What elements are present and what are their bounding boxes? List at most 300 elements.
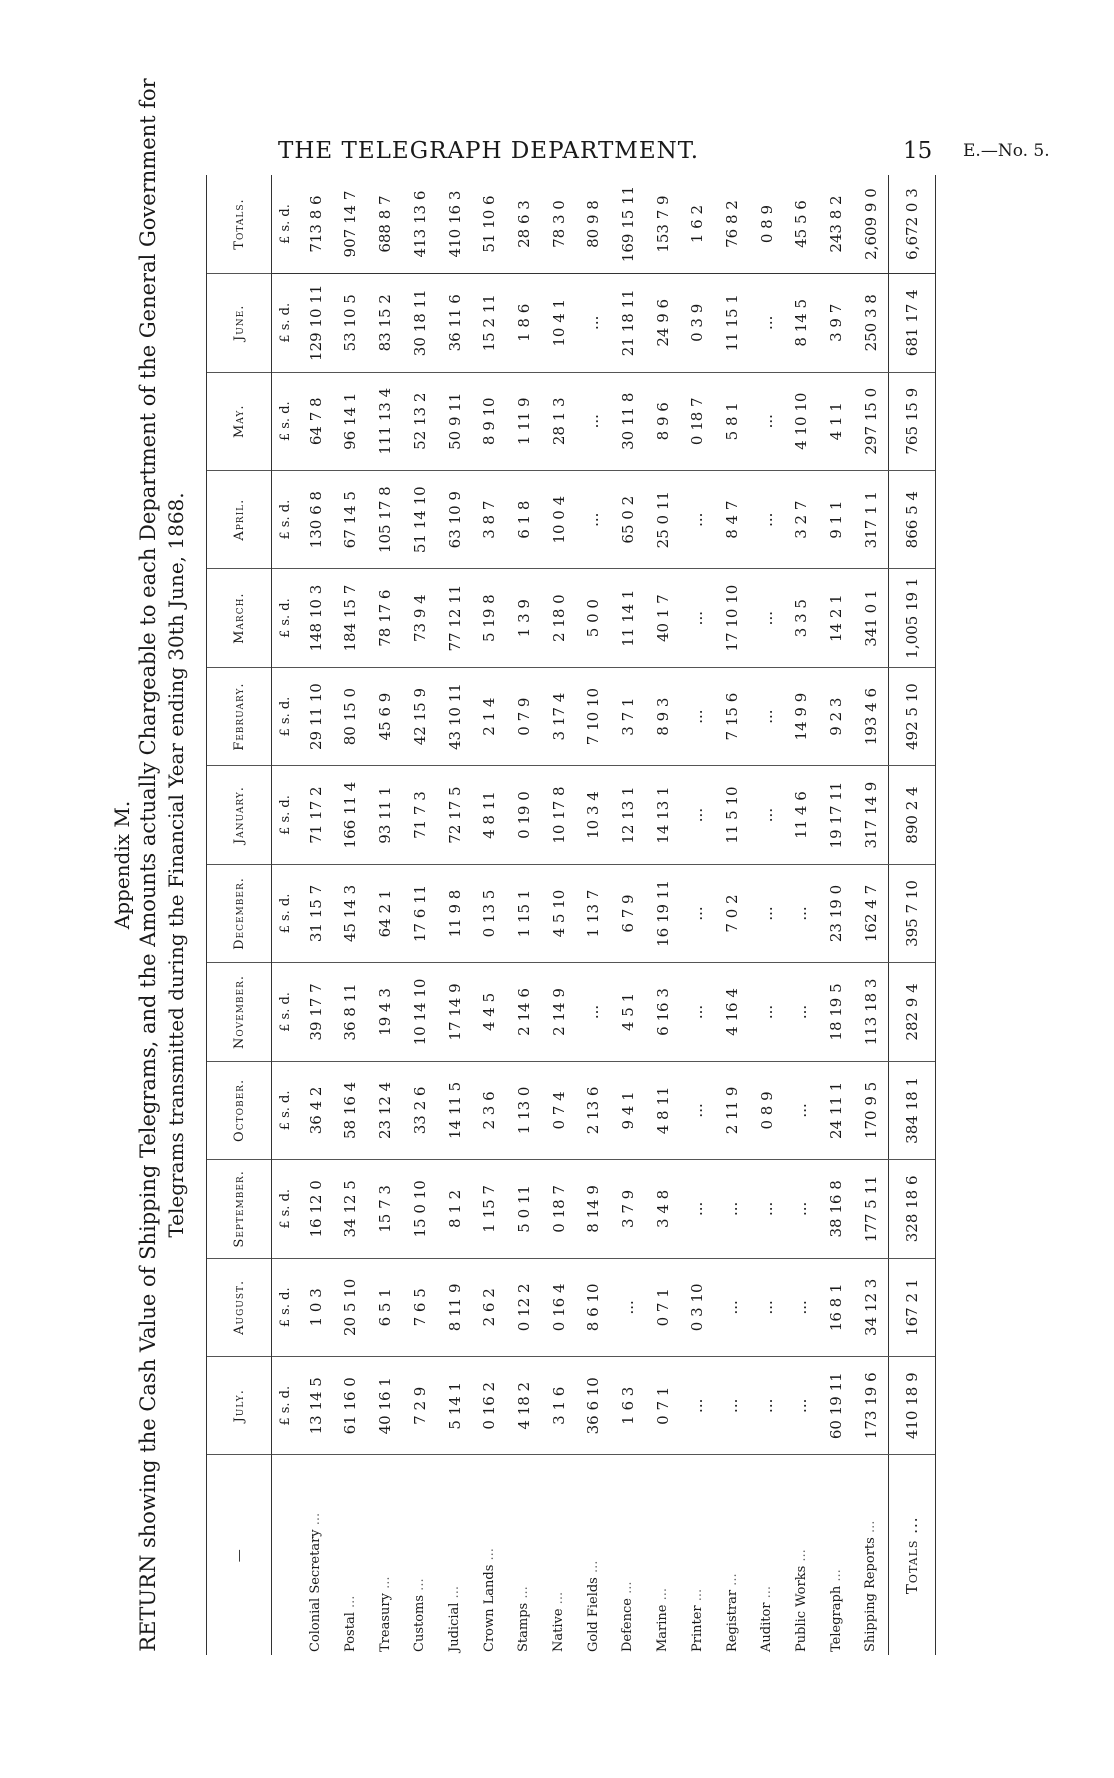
amount-cell: 129 10 11 xyxy=(298,274,333,372)
units-cell: £ s. d. xyxy=(272,1160,299,1258)
amount-cell: 51 10 6 xyxy=(472,175,507,274)
department-name: Gold Fields xyxy=(585,1577,601,1652)
amount-cell: 45 6 9 xyxy=(368,667,403,765)
amount-cell: 1 13 0 xyxy=(507,1061,542,1159)
units-cell: £ s. d. xyxy=(272,963,299,1061)
amount-cell: 36 11 6 xyxy=(437,274,472,372)
amount-cell: 50 9 11 xyxy=(437,372,472,470)
amount-cell: ... xyxy=(576,963,611,1061)
amount-cell: 77 12 11 xyxy=(437,569,472,667)
column-header: November. xyxy=(207,963,272,1061)
department-cell xyxy=(576,1455,611,1655)
amount-cell: 2 11 9 xyxy=(715,1061,750,1159)
department-cell xyxy=(437,1455,472,1655)
amount-cell: 34 12 3 xyxy=(853,1258,888,1356)
amount-cell: 83 15 2 xyxy=(368,274,403,372)
table-row xyxy=(715,175,750,1655)
department-name: Crown Lands xyxy=(481,1564,497,1652)
column-header: January. xyxy=(207,766,272,864)
amount-cell: 10 0 4 xyxy=(541,470,576,568)
amount-cell: ... xyxy=(680,864,715,962)
table-row xyxy=(749,175,784,1655)
leader-dots: ... xyxy=(308,1512,324,1526)
amount-cell: 111 13 4 xyxy=(368,372,403,470)
amount-cell: ... xyxy=(680,1061,715,1159)
leader-dots: ... xyxy=(516,1586,532,1599)
amount-cell: 63 10 9 xyxy=(437,470,472,568)
amount-cell: 11 5 10 xyxy=(715,766,750,864)
amount-cell: 8 14 5 xyxy=(784,274,819,372)
amount-cell: 30 18 11 xyxy=(402,274,437,372)
amount-cell: 297 15 0 xyxy=(853,372,888,470)
leader-dots: ... xyxy=(903,1516,922,1534)
total-cell: 1,005 19 1 xyxy=(889,569,936,667)
leader-dots: ... xyxy=(793,1549,809,1562)
amount-cell: ... xyxy=(749,470,784,568)
amount-cell: 16 12 0 xyxy=(298,1160,333,1258)
amount-cell: 1 15 1 xyxy=(507,864,542,962)
amount-cell: 21 18 11 xyxy=(611,274,646,372)
leader-dots: ... xyxy=(655,1587,671,1601)
department-cell xyxy=(645,1455,680,1655)
amount-cell: 29 11 10 xyxy=(298,667,333,765)
amount-cell: 71 7 3 xyxy=(402,766,437,864)
amount-cell: 14 11 5 xyxy=(437,1061,472,1159)
amount-cell: 1 6 2 xyxy=(680,175,715,274)
amount-cell: ... xyxy=(784,1357,819,1455)
amount-cell: 0 7 1 xyxy=(645,1357,680,1455)
amount-cell: 4 5 10 xyxy=(541,864,576,962)
units-cell: £ s. d. xyxy=(272,667,299,765)
amount-cell: 713 8 6 xyxy=(298,175,333,274)
amount-cell: 11 9 8 xyxy=(437,864,472,962)
return-table xyxy=(206,175,936,1655)
amount-cell: 10 3 4 xyxy=(576,766,611,864)
amount-cell: 5 0 0 xyxy=(576,569,611,667)
amount-cell: 193 4 6 xyxy=(853,667,888,765)
units-row xyxy=(272,175,299,1655)
department-cell xyxy=(333,1455,368,1655)
department-name: Marine xyxy=(655,1604,671,1652)
department-cell xyxy=(298,1455,333,1655)
department-name: Colonial Secretary xyxy=(308,1529,324,1652)
amount-cell: 105 17 8 xyxy=(368,470,403,568)
amount-cell: ... xyxy=(715,1357,750,1455)
amount-cell: 413 13 6 xyxy=(402,175,437,274)
amount-cell: 7 15 6 xyxy=(715,667,750,765)
amount-cell: 4 1 1 xyxy=(819,372,854,470)
amount-cell: 64 2 1 xyxy=(368,864,403,962)
amount-cell: 3 9 7 xyxy=(819,274,854,372)
amount-cell: 341 0 1 xyxy=(853,569,888,667)
amount-cell: 25 0 11 xyxy=(645,470,680,568)
amount-cell: 4 8 11 xyxy=(645,1061,680,1159)
department-name: Public Works xyxy=(793,1565,809,1652)
amount-cell: 0 8 9 xyxy=(749,175,784,274)
amount-cell: 9 2 3 xyxy=(819,667,854,765)
amount-cell: 10 17 8 xyxy=(541,766,576,864)
total-cell: 395 7 10 xyxy=(889,864,936,962)
units-cell: £ s. d. xyxy=(272,175,299,274)
column-header: August. xyxy=(207,1258,272,1356)
units-cell: £ s. d. xyxy=(272,470,299,568)
amount-cell: 0 16 4 xyxy=(541,1258,576,1356)
amount-cell: 19 17 11 xyxy=(819,766,854,864)
amount-cell: 78 3 0 xyxy=(541,175,576,274)
amount-cell: 3 7 9 xyxy=(611,1160,646,1258)
amount-cell: 14 13 1 xyxy=(645,766,680,864)
amount-cell: 2 14 6 xyxy=(507,963,542,1061)
amount-cell: ... xyxy=(715,1160,750,1258)
amount-cell: ... xyxy=(611,1258,646,1356)
amount-cell: ... xyxy=(749,864,784,962)
column-header: March. xyxy=(207,569,272,667)
amount-cell: 173 19 6 xyxy=(853,1357,888,1455)
amount-cell: 36 8 11 xyxy=(333,963,368,1061)
table-row xyxy=(402,175,437,1655)
amount-cell: 12 13 1 xyxy=(611,766,646,864)
amount-cell: 96 14 1 xyxy=(333,372,368,470)
amount-cell: 162 4 7 xyxy=(853,864,888,962)
units-cell: £ s. d. xyxy=(272,569,299,667)
leader-dots: ... xyxy=(377,1576,393,1589)
amount-cell: 8 11 9 xyxy=(437,1258,472,1356)
amount-cell: 28 1 3 xyxy=(541,372,576,470)
amount-cell: 13 14 5 xyxy=(298,1357,333,1455)
table-row xyxy=(680,175,715,1655)
amount-cell: 11 15 1 xyxy=(715,274,750,372)
amount-cell: 71 17 2 xyxy=(298,766,333,864)
amount-cell: 78 17 6 xyxy=(368,569,403,667)
amount-cell: ... xyxy=(784,864,819,962)
table-row xyxy=(437,175,472,1655)
amount-cell: 5 0 11 xyxy=(507,1160,542,1258)
corner-header: — xyxy=(207,1455,272,1655)
amount-cell: 5 14 1 xyxy=(437,1357,472,1455)
column-header: February. xyxy=(207,667,272,765)
leader-dots: ... xyxy=(481,1548,497,1561)
department-name: Postal xyxy=(342,1612,358,1652)
amount-cell: 45 5 6 xyxy=(784,175,819,274)
totals-row xyxy=(889,175,936,1655)
amount-cell: 2 18 0 xyxy=(541,569,576,667)
amount-cell: ... xyxy=(680,766,715,864)
amount-cell: 410 16 3 xyxy=(437,175,472,274)
amount-cell: 3 3 5 xyxy=(784,569,819,667)
amount-cell: 17 6 11 xyxy=(402,864,437,962)
department-name: Stamps xyxy=(516,1602,532,1652)
amount-cell: 36 4 2 xyxy=(298,1061,333,1159)
amount-cell: ... xyxy=(680,1160,715,1258)
amount-cell: 4 5 1 xyxy=(611,963,646,1061)
amount-cell: 0 3 9 xyxy=(680,274,715,372)
leader-dots: ... xyxy=(689,1588,705,1602)
amount-cell: 16 8 1 xyxy=(819,1258,854,1356)
amount-cell: ... xyxy=(576,274,611,372)
department-name: Defence xyxy=(620,1598,636,1652)
column-header: September. xyxy=(207,1160,272,1258)
leader-dots: ... xyxy=(620,1581,636,1594)
total-cell: 866 5 4 xyxy=(889,470,936,568)
department-name: Native xyxy=(551,1608,567,1652)
amount-cell: 5 8 1 xyxy=(715,372,750,470)
amount-cell: 6 16 3 xyxy=(645,963,680,1061)
amount-cell: 15 7 3 xyxy=(368,1160,403,1258)
amount-cell: 23 19 0 xyxy=(819,864,854,962)
amount-cell: 15 2 11 xyxy=(472,274,507,372)
department-name: Registrar xyxy=(724,1589,740,1652)
department-cell xyxy=(784,1455,819,1655)
amount-cell: 19 4 3 xyxy=(368,963,403,1061)
column-header: July. xyxy=(207,1357,272,1455)
amount-cell: 0 3 10 xyxy=(680,1258,715,1356)
total-cell: 384 18 1 xyxy=(889,1061,936,1159)
amount-cell: 1 6 3 xyxy=(611,1357,646,1455)
units-cell: £ s. d. xyxy=(272,274,299,372)
amount-cell: 38 16 8 xyxy=(819,1160,854,1258)
column-header: December. xyxy=(207,864,272,962)
amount-cell: 2 13 6 xyxy=(576,1061,611,1159)
units-cell: £ s. d. xyxy=(272,372,299,470)
table-row xyxy=(507,175,542,1655)
total-cell: 765 15 9 xyxy=(889,372,936,470)
department-cell xyxy=(402,1455,437,1655)
amount-cell: 23 12 4 xyxy=(368,1061,403,1159)
amount-cell: 43 10 11 xyxy=(437,667,472,765)
amount-cell: 14 2 1 xyxy=(819,569,854,667)
amount-cell: 250 3 8 xyxy=(853,274,888,372)
department-cell xyxy=(507,1455,542,1655)
amount-cell: 8 6 10 xyxy=(576,1258,611,1356)
amount-cell: ... xyxy=(784,1160,819,1258)
total-cell: 6,672 0 3 xyxy=(889,175,936,274)
column-header: Totals. xyxy=(207,175,272,274)
amount-cell: 3 17 4 xyxy=(541,667,576,765)
caption-line-1: RETURN showing the Cash Value of Shipping Telegrams, and the Amounts actually Chargeable to each Department of the General Government for xyxy=(136,78,160,1652)
amount-cell: 0 16 2 xyxy=(472,1357,507,1455)
leader-dots: ... xyxy=(447,1586,462,1599)
amount-cell: 3 4 8 xyxy=(645,1160,680,1258)
amount-cell: 45 14 3 xyxy=(333,864,368,962)
amount-cell: 148 10 3 xyxy=(298,569,333,667)
amount-cell: 52 13 2 xyxy=(402,372,437,470)
amount-cell: 1 0 3 xyxy=(298,1258,333,1356)
amount-cell: 113 18 3 xyxy=(853,963,888,1061)
amount-cell: ... xyxy=(680,1357,715,1455)
table-row xyxy=(576,175,611,1655)
amount-cell: 76 8 2 xyxy=(715,175,750,274)
amount-cell: 1 8 6 xyxy=(507,274,542,372)
amount-cell: 80 9 8 xyxy=(576,175,611,274)
amount-cell: 31 15 7 xyxy=(298,864,333,962)
department-name: Treasury xyxy=(377,1593,393,1652)
department-cell xyxy=(749,1455,784,1655)
amount-cell: 6 5 1 xyxy=(368,1258,403,1356)
department-name: Printer xyxy=(689,1605,705,1652)
amount-cell: ... xyxy=(749,569,784,667)
amount-cell: ... xyxy=(680,667,715,765)
amount-cell: ... xyxy=(680,470,715,568)
table-row xyxy=(541,175,576,1655)
caption-line-2: Telegrams transmitted during the Financial Year ending 30th June, 1868. xyxy=(164,492,188,1238)
amount-cell: 8 14 9 xyxy=(576,1160,611,1258)
department-cell xyxy=(541,1455,576,1655)
total-cell: 282 9 4 xyxy=(889,963,936,1061)
leader-dots: ... xyxy=(863,1520,879,1534)
amount-cell: 58 16 4 xyxy=(333,1061,368,1159)
amount-cell: 93 11 1 xyxy=(368,766,403,864)
amount-cell: 72 17 5 xyxy=(437,766,472,864)
units-spacer xyxy=(272,1455,299,1655)
department-cell xyxy=(715,1455,750,1655)
amount-cell: 9 4 1 xyxy=(611,1061,646,1159)
amount-cell: ... xyxy=(784,1061,819,1159)
amount-cell: 2 3 6 xyxy=(472,1061,507,1159)
amount-cell: 5 19 8 xyxy=(472,569,507,667)
amount-cell: 170 9 5 xyxy=(853,1061,888,1159)
leader-dots: ... xyxy=(828,1569,844,1582)
amount-cell: 153 7 9 xyxy=(645,175,680,274)
units-cell: £ s. d. xyxy=(272,766,299,864)
column-header-row xyxy=(207,175,272,1655)
appendix-label: Appendix M. xyxy=(110,800,134,930)
amount-cell: 73 9 4 xyxy=(402,569,437,667)
amount-cell: 2 1 4 xyxy=(472,667,507,765)
amount-cell: ... xyxy=(715,1258,750,1356)
amount-cell: 7 10 10 xyxy=(576,667,611,765)
department-name: Auditor xyxy=(759,1602,775,1652)
amount-cell: 60 19 11 xyxy=(819,1357,854,1455)
amount-cell: ... xyxy=(784,963,819,1061)
amount-cell: ... xyxy=(749,667,784,765)
amount-cell: 6 1 8 xyxy=(507,470,542,568)
amount-cell: 65 0 2 xyxy=(611,470,646,568)
department-name: Shipping Reports xyxy=(863,1537,879,1652)
department-cell xyxy=(680,1455,715,1655)
amount-cell: 3 8 7 xyxy=(472,470,507,568)
table-row xyxy=(611,175,646,1655)
amount-cell: 11 4 6 xyxy=(784,766,819,864)
running-title: THE TELEGRAPH DEPARTMENT. xyxy=(278,138,700,164)
amount-cell: 1 15 7 xyxy=(472,1160,507,1258)
table-row xyxy=(784,175,819,1655)
leader-dots: ... xyxy=(724,1573,740,1586)
amount-cell: ... xyxy=(749,1357,784,1455)
amount-cell: 0 12 2 xyxy=(507,1258,542,1356)
table-row xyxy=(472,175,507,1655)
amount-cell: 317 14 9 xyxy=(853,766,888,864)
amount-cell: 18 19 5 xyxy=(819,963,854,1061)
column-header: October. xyxy=(207,1061,272,1159)
amount-cell: 40 1 7 xyxy=(645,569,680,667)
amount-cell: 64 7 8 xyxy=(298,372,333,470)
amount-cell: ... xyxy=(576,372,611,470)
amount-cell: 4 10 10 xyxy=(784,372,819,470)
amount-cell: 11 14 1 xyxy=(611,569,646,667)
amount-cell: 20 5 10 xyxy=(333,1258,368,1356)
amount-cell: 16 19 11 xyxy=(645,864,680,962)
amount-cell: 2,609 9 0 xyxy=(853,175,888,274)
table-row xyxy=(298,175,333,1655)
amount-cell: 3 7 1 xyxy=(611,667,646,765)
amount-cell: 130 6 8 xyxy=(298,470,333,568)
total-cell: 410 18 9 xyxy=(889,1357,936,1455)
amount-cell: ... xyxy=(749,766,784,864)
department-cell xyxy=(611,1455,646,1655)
amount-cell: ... xyxy=(749,1258,784,1356)
amount-cell: 0 13 5 xyxy=(472,864,507,962)
amount-cell: ... xyxy=(749,372,784,470)
department-cell xyxy=(853,1455,888,1655)
table-row xyxy=(333,175,368,1655)
rotated-return-sheet xyxy=(110,75,1110,1655)
leader-dots: ... xyxy=(585,1560,601,1573)
amount-cell: 0 18 7 xyxy=(680,372,715,470)
amount-cell: 51 14 10 xyxy=(402,470,437,568)
amount-cell: 1 3 9 xyxy=(507,569,542,667)
amount-cell: 8 9 6 xyxy=(645,372,680,470)
amount-cell: 9 1 1 xyxy=(819,470,854,568)
amount-cell: 7 6 5 xyxy=(402,1258,437,1356)
amount-cell: 30 11 8 xyxy=(611,372,646,470)
column-header: April. xyxy=(207,470,272,568)
department-cell xyxy=(368,1455,403,1655)
amount-cell: 15 0 10 xyxy=(402,1160,437,1258)
amount-cell: 7 0 2 xyxy=(715,864,750,962)
amount-cell: ... xyxy=(749,1160,784,1258)
department-name: Judicial xyxy=(447,1602,462,1652)
total-cell: 167 2 1 xyxy=(889,1258,936,1356)
amount-cell: 10 14 10 xyxy=(402,963,437,1061)
department-cell xyxy=(819,1455,854,1655)
department-name: Telegraph xyxy=(828,1585,844,1652)
amount-cell: 688 8 7 xyxy=(368,175,403,274)
amount-cell: 6 7 9 xyxy=(611,864,646,962)
table-row xyxy=(368,175,403,1655)
amount-cell: 10 4 1 xyxy=(541,274,576,372)
table-row xyxy=(853,175,888,1655)
amount-cell: 80 15 0 xyxy=(333,667,368,765)
amount-cell: 36 6 10 xyxy=(576,1357,611,1455)
amount-cell: 24 9 6 xyxy=(645,274,680,372)
amount-cell: 67 14 5 xyxy=(333,470,368,568)
amount-cell: 317 1 1 xyxy=(853,470,888,568)
amount-cell: 0 7 1 xyxy=(645,1258,680,1356)
total-cell: 492 5 10 xyxy=(889,667,936,765)
page-number: 15 xyxy=(903,138,933,164)
leader-dots: ... xyxy=(412,1578,428,1591)
department-cell xyxy=(472,1455,507,1655)
amount-cell: 184 15 7 xyxy=(333,569,368,667)
amount-cell: 24 11 1 xyxy=(819,1061,854,1159)
totals-label: Totals xyxy=(903,1539,922,1595)
amount-cell: 0 7 9 xyxy=(507,667,542,765)
amount-cell: 40 16 1 xyxy=(368,1357,403,1455)
amount-cell: 7 2 9 xyxy=(402,1357,437,1455)
totals-label-cell xyxy=(889,1455,936,1655)
amount-cell: 39 17 7 xyxy=(298,963,333,1061)
amount-cell: 34 12 5 xyxy=(333,1160,368,1258)
amount-cell: 17 14 9 xyxy=(437,963,472,1061)
amount-cell: 0 18 7 xyxy=(541,1160,576,1258)
amount-cell: 4 4 5 xyxy=(472,963,507,1061)
amount-cell: ... xyxy=(784,1258,819,1356)
column-header: June. xyxy=(207,274,272,372)
amount-cell: 8 9 10 xyxy=(472,372,507,470)
units-cell: £ s. d. xyxy=(272,864,299,962)
amount-cell: 17 10 10 xyxy=(715,569,750,667)
amount-cell: 177 5 11 xyxy=(853,1160,888,1258)
